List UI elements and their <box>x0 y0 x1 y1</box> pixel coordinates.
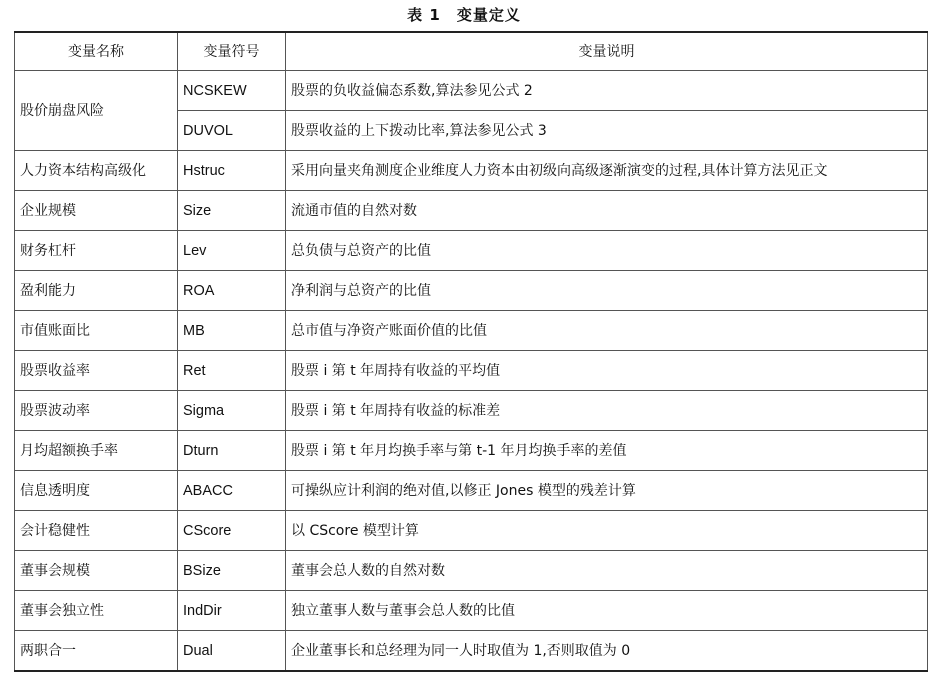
variable-name-cell: 两职合一 <box>15 631 178 672</box>
variable-name-cell: 盈利能力 <box>15 271 178 311</box>
variable-description-cell: 董事会总人数的自然对数 <box>286 551 928 591</box>
variable-symbol-cell: IndDir <box>178 591 286 631</box>
variable-description-cell: 总市值与净资产账面价值的比值 <box>286 311 928 351</box>
table-row <box>15 271 928 311</box>
table-row <box>15 71 928 111</box>
variable-symbol-cell: Dturn <box>178 431 286 471</box>
variable-name-cell: 信息透明度 <box>15 471 178 511</box>
variable-symbol-cell: BSize <box>178 551 286 591</box>
variable-name-cell: 股票收益率 <box>15 351 178 391</box>
variable-symbol-cell: ROA <box>178 271 286 311</box>
table-row <box>15 351 928 391</box>
variable-symbol-cell: NCSKEW <box>178 71 286 111</box>
variable-name-cell: 人力资本结构高级化 <box>15 151 178 191</box>
variable-name-cell: 董事会独立性 <box>15 591 178 631</box>
variable-name-cell: 董事会规模 <box>15 551 178 591</box>
table-row <box>15 471 928 511</box>
variable-description-cell: 独立董事人数与董事会总人数的比值 <box>286 591 928 631</box>
variable-description-cell: 流通市值的自然对数 <box>286 191 928 231</box>
variable-name-cell: 财务杠杆 <box>15 231 178 271</box>
variable-description-cell: 股票 i 第 t 年周持有收益的标准差 <box>286 391 928 431</box>
variable-description-cell: 股票的负收益偏态系数,算法参见公式 2 <box>286 71 928 111</box>
variable-symbol-cell: Hstruc <box>178 151 286 191</box>
table-row <box>15 431 928 471</box>
table-row <box>15 591 928 631</box>
variable-description-cell: 股票 i 第 t 年月均换手率与第 t-1 年月均换手率的差值 <box>286 431 928 471</box>
variable-description-cell: 总负债与总资产的比值 <box>286 231 928 271</box>
header-variable-symbol: 变量符号 <box>178 32 286 71</box>
variable-name-cell: 月均超额换手率 <box>15 431 178 471</box>
variable-description-cell: 以 CScore 模型计算 <box>286 511 928 551</box>
variable-symbol-cell: Lev <box>178 231 286 271</box>
variable-name-cell: 股票波动率 <box>15 391 178 431</box>
table-row <box>15 631 928 672</box>
variable-symbol-cell: Ret <box>178 351 286 391</box>
variable-description-cell: 采用向量夹角测度企业维度人力资本由初级向高级逐渐演变的过程,具体计算方法见正文 <box>286 151 928 191</box>
variable-description-cell: 企业董事长和总经理为同一人时取值为 1,否则取值为 0 <box>286 631 928 672</box>
table-row <box>15 391 928 431</box>
variable-symbol-cell: Sigma <box>178 391 286 431</box>
variable-description-cell: 可操纵应计利润的绝对值,以修正 Jones 模型的残差计算 <box>286 471 928 511</box>
variable-name-cell: 市值账面比 <box>15 311 178 351</box>
header-variable-description: 变量说明 <box>286 32 928 71</box>
table-row <box>15 311 928 351</box>
variable-name-cell: 股价崩盘风险 <box>15 71 178 151</box>
variable-name-cell: 会计稳健性 <box>15 511 178 551</box>
table-caption: 表 1 变量定义 <box>407 6 521 24</box>
variable-symbol-cell: MB <box>178 311 286 351</box>
table-header-row <box>15 32 928 71</box>
variable-name-cell: 企业规模 <box>15 191 178 231</box>
variable-symbol-cell: DUVOL <box>178 111 286 151</box>
table-row <box>15 191 928 231</box>
table-row <box>15 151 928 191</box>
variable-symbol-cell: ABACC <box>178 471 286 511</box>
header-variable-name: 变量名称 <box>15 32 178 71</box>
variable-description-cell: 股票收益的上下拨动比率,算法参见公式 3 <box>286 111 928 151</box>
table-row <box>15 551 928 591</box>
table-row <box>15 231 928 271</box>
variable-description-cell: 股票 i 第 t 年周持有收益的平均值 <box>286 351 928 391</box>
variable-symbol-cell: CScore <box>178 511 286 551</box>
variable-symbol-cell: Size <box>178 191 286 231</box>
variable-symbol-cell: Dual <box>178 631 286 672</box>
table-row <box>15 511 928 551</box>
variable-definition-table <box>14 31 928 672</box>
variable-description-cell: 净利润与总资产的比值 <box>286 271 928 311</box>
